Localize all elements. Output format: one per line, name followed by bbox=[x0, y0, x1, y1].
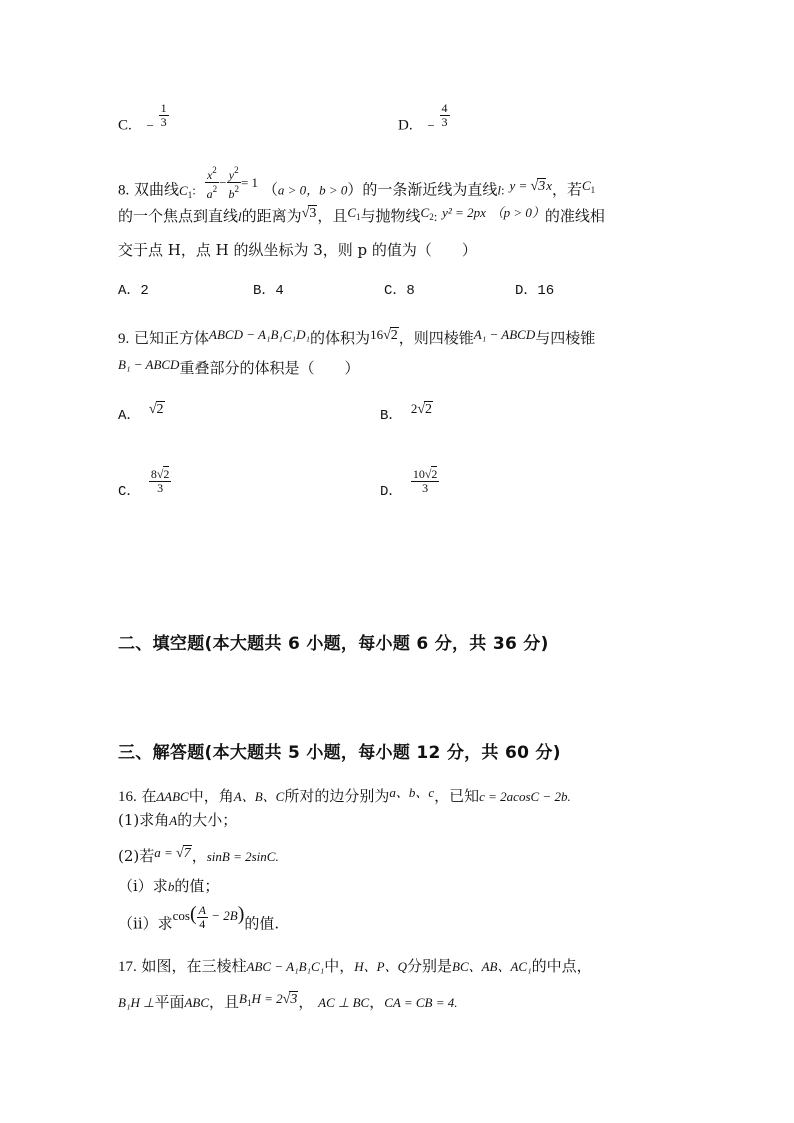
q9-text: 与四棱锥 bbox=[535, 329, 596, 347]
b1h-length: $B_1H = 2√3$ bbox=[239, 991, 298, 1008]
q9-line-1 bbox=[118, 328, 595, 350]
section-2-heading: 二、填空题(本大题共 6 小题，每小题 6 分，共 36 分) bbox=[118, 634, 549, 654]
segment-names: BC、AB、AC₁ bbox=[452, 959, 532, 974]
q9-text: 的体积为 bbox=[310, 329, 371, 347]
q17-text: ， bbox=[298, 993, 314, 1011]
cube-volume: 16√2 bbox=[370, 327, 398, 343]
option-a-value: √2 bbox=[148, 402, 164, 417]
curve-c2: $C_2$ bbox=[420, 205, 434, 222]
q7-option-d-label: D. bbox=[398, 117, 413, 134]
q7-option-c-fraction bbox=[159, 102, 169, 129]
q16-text: ，已知 bbox=[434, 787, 480, 805]
p-condition: （p > 0） bbox=[490, 205, 545, 220]
a-equals-root-7: a = √7 bbox=[154, 845, 191, 861]
q16-part-2: (2)若a = √7，sinB = 2sinC. bbox=[118, 845, 279, 865]
option-label: A． bbox=[118, 408, 141, 424]
q7-option-c bbox=[118, 101, 169, 139]
q16-text: (1)求角 bbox=[118, 811, 170, 829]
q7-option-d bbox=[398, 101, 450, 139]
q16-part-1 bbox=[118, 810, 237, 831]
q9-option-b bbox=[380, 401, 433, 424]
distance-root-3: √3 bbox=[301, 206, 317, 221]
asymptote-equation: y = √3x bbox=[509, 177, 552, 194]
cube-name: ABCD − A₁B₁C₁D₁ bbox=[209, 327, 311, 342]
q17-text: 如图，在三棱柱 bbox=[141, 957, 247, 975]
fraction-numerator: 1 bbox=[160, 101, 167, 115]
side-b: b bbox=[167, 879, 175, 894]
q17-text: ，且 bbox=[209, 993, 240, 1011]
angle-names: A、B、C bbox=[233, 789, 285, 804]
q16-text: 所对的边分别为 bbox=[284, 787, 390, 805]
q16-text: （ⅱ）求 bbox=[118, 914, 173, 933]
q8-text: ，且 bbox=[317, 207, 348, 225]
minus-sign: − bbox=[427, 117, 435, 133]
q7-option-c-label: C. bbox=[118, 117, 132, 134]
q8-text: 的一个焦点到直线 bbox=[118, 207, 239, 225]
q16-text: 的值； bbox=[174, 877, 220, 895]
q9-number: 9. bbox=[118, 331, 130, 347]
q8-text: ，若 bbox=[551, 180, 582, 199]
fraction-numerator: 4 bbox=[441, 101, 448, 115]
q8-number: 8. bbox=[118, 182, 130, 199]
line-l: l bbox=[497, 182, 502, 198]
q16-number: 16. bbox=[118, 789, 137, 805]
midpoint-names: H、P、Q bbox=[354, 959, 407, 974]
pyramid-2: B₁ − ABCD bbox=[118, 357, 180, 372]
q16-text: （ⅰ）求 bbox=[118, 877, 168, 895]
q9-line-2 bbox=[118, 358, 359, 379]
q9-option-c bbox=[118, 467, 171, 505]
perpendicular-statement: B₁H ⊥ bbox=[118, 995, 155, 1010]
q9-text: 已知正方体 bbox=[134, 329, 210, 347]
q16-text: (2)若 bbox=[118, 847, 155, 865]
q17-line-2: B₁H ⊥平面ABC，且$B_1H = 2√3$， AC ⊥ BC，CA = CB = 4. bbox=[118, 991, 458, 1011]
q8-text: 的距离为 bbox=[241, 207, 302, 225]
q16-text: 的值. bbox=[244, 914, 280, 933]
hyperbola-y-term: $\frac{y^2}{b^2}$ bbox=[228, 165, 239, 201]
q17-text: 的中点， bbox=[531, 957, 592, 975]
q8-text: 与抛物线 bbox=[360, 207, 421, 225]
q16-subpart-2 bbox=[118, 903, 280, 939]
q17-text: 分别是 bbox=[406, 957, 452, 975]
cos-expression: cos( $\frac{A}{4}$ − 2B) bbox=[172, 903, 245, 931]
q8-option-c: C．8 bbox=[384, 283, 415, 299]
q8-condition: a > 0，b > 0 bbox=[277, 182, 348, 198]
curve-c1: $C_1$ bbox=[581, 177, 596, 195]
q17-line-1 bbox=[118, 956, 592, 977]
side-names: a、b、c bbox=[389, 785, 435, 800]
curve-c1: $C_1$ bbox=[347, 205, 361, 222]
q17-number: 17. bbox=[118, 959, 137, 975]
line-l: l bbox=[238, 209, 242, 224]
q16-text: 在 bbox=[141, 787, 157, 805]
q9-text: 重叠部分的体积是（ ） bbox=[179, 359, 360, 377]
ac-perp-bc: AC ⊥ BC bbox=[318, 995, 370, 1010]
q8-text: 双曲线 bbox=[134, 180, 180, 199]
option-label: B． bbox=[380, 408, 403, 424]
option-d-fraction: $\frac{10√2}{3}$ bbox=[412, 467, 438, 495]
curve-c1: $C_1$ bbox=[179, 182, 193, 200]
fraction-denominator: 3 bbox=[160, 115, 167, 129]
option-c-fraction: $\frac{8√2}{3}$ bbox=[150, 467, 170, 495]
q8-option-b: B．4 bbox=[253, 283, 284, 299]
q7-option-d-fraction bbox=[440, 102, 450, 129]
q8-line-2: 的一个焦点到直线l的距离为√3，且$C_1$与抛物线$C_2$: y² = 2px （p > 0）的准线相 bbox=[118, 205, 605, 225]
q16-subpart-1 bbox=[118, 876, 219, 897]
option-label: C． bbox=[118, 484, 141, 501]
plane-name: ABC bbox=[184, 995, 210, 1010]
q8-text: 的准线相 bbox=[544, 207, 605, 225]
paren-open: （ bbox=[262, 180, 278, 199]
section-3-heading: 三、解答题(本大题共 5 小题，每小题 12 分，共 60 分) bbox=[118, 743, 561, 763]
hyperbola-x-term: $\frac{x^2}{a^2}$ bbox=[206, 165, 218, 201]
angle-a: A bbox=[169, 813, 178, 828]
q16-text: 的大小； bbox=[177, 811, 238, 829]
sin-equation: sinB = 2sinC. bbox=[206, 849, 279, 864]
given-equation: c = 2acosC − 2b. bbox=[479, 789, 571, 804]
q8-line-3: 交于点 H，点 H 的纵坐标为 3，则 p 的值为（ ） bbox=[118, 241, 477, 259]
q17-text: 平面 bbox=[154, 993, 185, 1011]
q9-text: ，则四棱锥 bbox=[398, 329, 474, 347]
q16-text: 中，角 bbox=[188, 787, 234, 805]
option-label: D． bbox=[380, 484, 403, 501]
q16-line-1 bbox=[118, 786, 571, 807]
q8-option-d: D．16 bbox=[515, 283, 555, 299]
prism-name: ABC − A₁B₁C₁ bbox=[246, 959, 325, 974]
q8-text: ）的一条渐近线为直线 bbox=[347, 180, 498, 199]
q9-option-a bbox=[118, 404, 165, 424]
pyramid-1: A₁ − ABCD bbox=[473, 327, 536, 342]
minus-sign: − bbox=[146, 117, 154, 133]
fraction-denominator: 3 bbox=[441, 115, 448, 129]
q9-option-d bbox=[380, 467, 439, 505]
side-lengths: CA = CB = 4. bbox=[384, 995, 458, 1010]
q8-option-a: A．2 bbox=[118, 283, 149, 299]
q8-line-1: 8. 双曲线$C_1$: $\frac{x^2}{a^2}$ − $\frac{y^2}{b^2}$ = 1 （a > 0，b > 0）的一条渐近线为直线l: y = √3x，若$C_1$ bbox=[118, 165, 596, 201]
parabola-equation: y² = 2px bbox=[442, 205, 486, 220]
option-b-value: 2√2 bbox=[410, 401, 432, 417]
triangle-name: ΔABC bbox=[156, 789, 189, 804]
q17-text: 中， bbox=[324, 957, 355, 975]
